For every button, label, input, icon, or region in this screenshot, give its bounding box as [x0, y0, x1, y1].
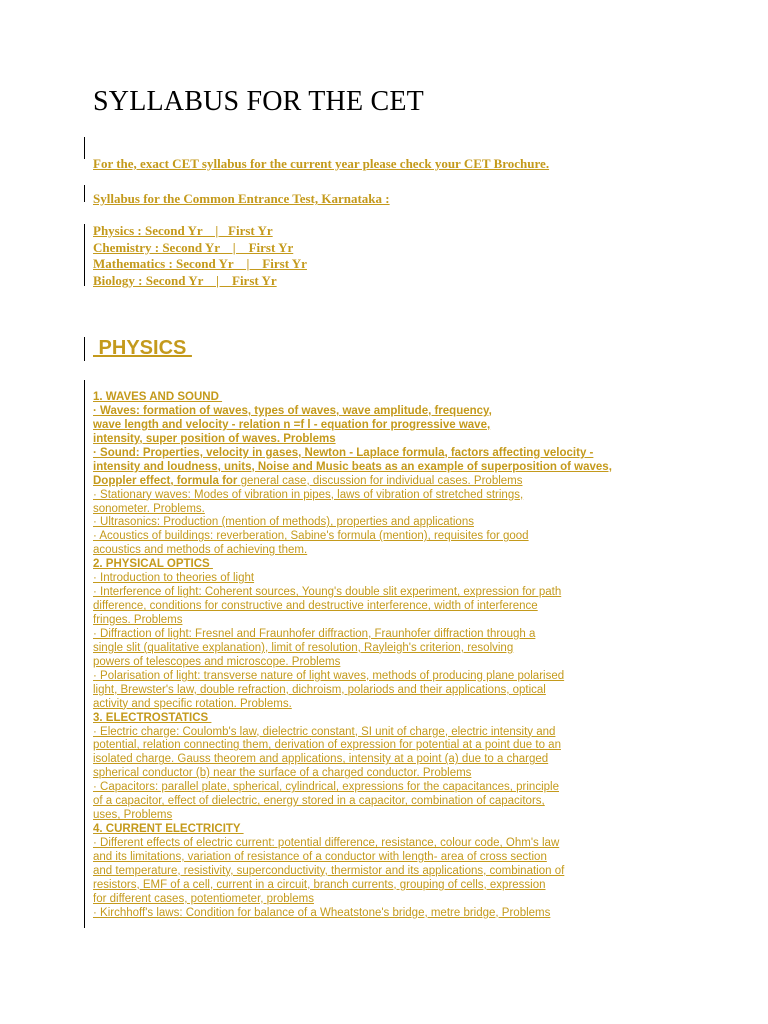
syllabus-line[interactable] — [93, 572, 612, 586]
line-text: difference, conditions for constructive and destructive interference, width of interference — [93, 600, 538, 613]
syllabus-line[interactable] — [93, 739, 612, 753]
syllabus-line[interactable] — [93, 614, 612, 628]
line-text: powers of telescopes and microscope. Problems — [93, 655, 341, 668]
syllabus-line[interactable] — [93, 419, 612, 433]
line-text: activity and specific rotation. Problems. — [93, 697, 292, 710]
syllabus-line[interactable] — [93, 879, 612, 893]
line-text: sonometer. Problems. — [93, 502, 205, 515]
syllabus-line[interactable] — [93, 544, 612, 558]
margin-bar — [84, 137, 85, 159]
line-text: intensity, super position of waves. Problems — [93, 432, 336, 445]
topic-heading[interactable] — [93, 712, 612, 726]
line-text: wave length and velocity - relation n =f l - equation for progressive wave, — [93, 418, 491, 431]
topic-heading[interactable] — [93, 558, 612, 572]
line-text: and temperature, resistivity, superconductivity, thermistor and its applications, combination of — [93, 864, 565, 877]
subject-link-physics[interactable]: Physics : Second Yr | First Yr — [93, 223, 273, 238]
line-text-continuation: general case, discussion for individual cases. Problems — [237, 474, 523, 487]
margin-bar — [84, 337, 85, 361]
syllabus-line[interactable] — [93, 503, 612, 517]
syllabus-line[interactable] — [93, 698, 612, 712]
syllabus-line[interactable] — [93, 489, 612, 503]
margin-bar — [84, 185, 85, 202]
line-text: 3. ELECTROSTATICS — [93, 711, 212, 724]
syllabus-line[interactable] — [93, 753, 612, 767]
line-text: resistors, EMF of a cell, current in a circuit, branch currents, grouping of cells, expression — [93, 878, 546, 891]
line-text: 2. PHYSICAL OPTICS — [93, 558, 213, 571]
syllabus-line[interactable] — [93, 461, 612, 475]
topic-heading[interactable] — [93, 823, 612, 837]
syllabus-line[interactable] — [93, 795, 612, 809]
syllabus-line[interactable] — [93, 447, 612, 461]
syllabus-line[interactable] — [93, 851, 612, 865]
syllabus-line[interactable] — [93, 865, 612, 879]
line-text: · Kirchhoff's laws: Condition for balance of a Wheatstone's bridge, metre bridge, Problems — [93, 906, 551, 919]
line-text: fringes. Problems — [93, 614, 183, 626]
margin-bar — [84, 380, 85, 928]
syllabus-line[interactable] — [93, 837, 612, 851]
line-text: of a capacitor, effect of dielectric, energy stored in a capacitor, combination of capacitors, — [93, 795, 545, 808]
line-text: light, Brewster's law, double refraction, dichroism, polariods and their applications, optical — [93, 683, 546, 696]
line-text: uses, Problems — [93, 809, 173, 822]
syllabus-line[interactable] — [93, 893, 612, 907]
subject-link-chemistry[interactable]: Chemistry : Second Yr | First Yr — [93, 239, 294, 255]
syllabus-line[interactable] — [93, 907, 612, 921]
line-text: · Polarisation of light: transverse nature of light waves, methods of producing plane polarised — [93, 669, 565, 682]
line-text: 4. CURRENT ELECTRICITY — [93, 823, 244, 836]
syllabus-line[interactable] — [93, 516, 612, 530]
margin-bar — [84, 224, 85, 286]
syllabus-line[interactable] — [93, 726, 612, 740]
subject-links-list — [93, 223, 307, 289]
syllabus-body — [93, 391, 612, 921]
line-text: · Electric charge: Coulomb's law, dielectric constant, SI unit of charge, electric intensity and — [93, 725, 556, 738]
line-text: spherical conductor (b) near the surface of a charged conductor. Problems — [93, 767, 472, 780]
syllabus-line[interactable] — [93, 670, 612, 684]
syllabus-line[interactable] — [93, 684, 612, 698]
syllabus-line[interactable] — [93, 433, 612, 447]
line-text: · Acoustics of buildings: reverberation, Sabine's formula (mention), requisites for good — [93, 530, 529, 543]
syllabus-line[interactable] — [93, 642, 612, 656]
line-text: 1. WAVES AND SOUND — [93, 391, 223, 403]
syllabus-line[interactable] — [93, 600, 612, 614]
line-text: for different cases, potentiometer, problems — [93, 892, 314, 905]
line-text: · Diffraction of light: Fresnel and Fraunhofer diffraction, Fraunhofer diffraction through a — [93, 627, 536, 640]
line-text: · Interference of light: Coherent sources, Young's double slit experiment, expression for path — [93, 586, 562, 599]
syllabus-line[interactable] — [93, 656, 612, 670]
cet-karnataka-link[interactable]: Syllabus for the Common Entrance Test, Karnataka : — [93, 191, 390, 206]
line-text: potential, relation connecting them, derivation of expression for potential at a point due to an — [93, 739, 561, 752]
syllabus-line[interactable] — [93, 767, 612, 781]
line-text: Doppler effect, formula for — [93, 474, 238, 487]
line-text: intensity and loudness, units, Noise and Music beats as an example of superposition of waves, — [93, 460, 612, 473]
line-text: · Different effects of electric current: potential difference, resistance, colour code, Ohm's law — [93, 837, 560, 849]
page-title: SYLLABUS FOR THE CET — [93, 86, 424, 117]
syllabus-line[interactable] — [93, 405, 612, 419]
line-text: · Capacitors: parallel plate, spherical, cylindrical, expressions for the capacitances, principle — [93, 781, 559, 794]
syllabus-line[interactable] — [93, 809, 612, 823]
subject-link-mathematics[interactable]: Mathematics : Second Yr | First Yr — [93, 256, 307, 271]
syllabus-line[interactable] — [93, 475, 612, 489]
subject-link-biology[interactable]: Biology : Second Yr | First Yr — [93, 272, 277, 288]
line-text: · Waves: formation of waves, types of waves, wave amplitude, frequency, — [93, 404, 492, 417]
syllabus-line[interactable] — [93, 530, 612, 544]
line-text: · Stationary waves: Modes of vibration in pipes, laws of vibration of stretched strings, — [93, 488, 524, 501]
topic-heading[interactable] — [93, 391, 612, 405]
line-text: isolated charge. Gauss theorem and applications, intensity at a point (a) due to a charged — [93, 753, 549, 766]
section-heading-physics[interactable]: PHYSICS — [93, 337, 192, 359]
syllabus-line[interactable] — [93, 628, 612, 642]
syllabus-line[interactable] — [93, 586, 612, 600]
cet-brochure-link[interactable]: For the, exact CET syllabus for the current year please check your CET Brochure. — [93, 156, 550, 171]
line-text: · Introduction to theories of light — [93, 572, 255, 585]
line-text: · Ultrasonics: Production (mention of methods), properties and applications — [93, 516, 474, 529]
line-text: single slit (qualitative explanation), limit of resolution, Rayleigh's criterion, resolving — [93, 641, 514, 654]
line-text: and its limitations, variation of resistance of a conductor with length- area of cross section — [93, 850, 547, 863]
line-text: · Sound: Properties, velocity in gases, Newton - Laplace formula, factors affecting velocity - — [93, 446, 594, 459]
syllabus-line[interactable] — [93, 781, 612, 795]
line-text: acoustics and methods of achieving them. — [93, 544, 308, 557]
